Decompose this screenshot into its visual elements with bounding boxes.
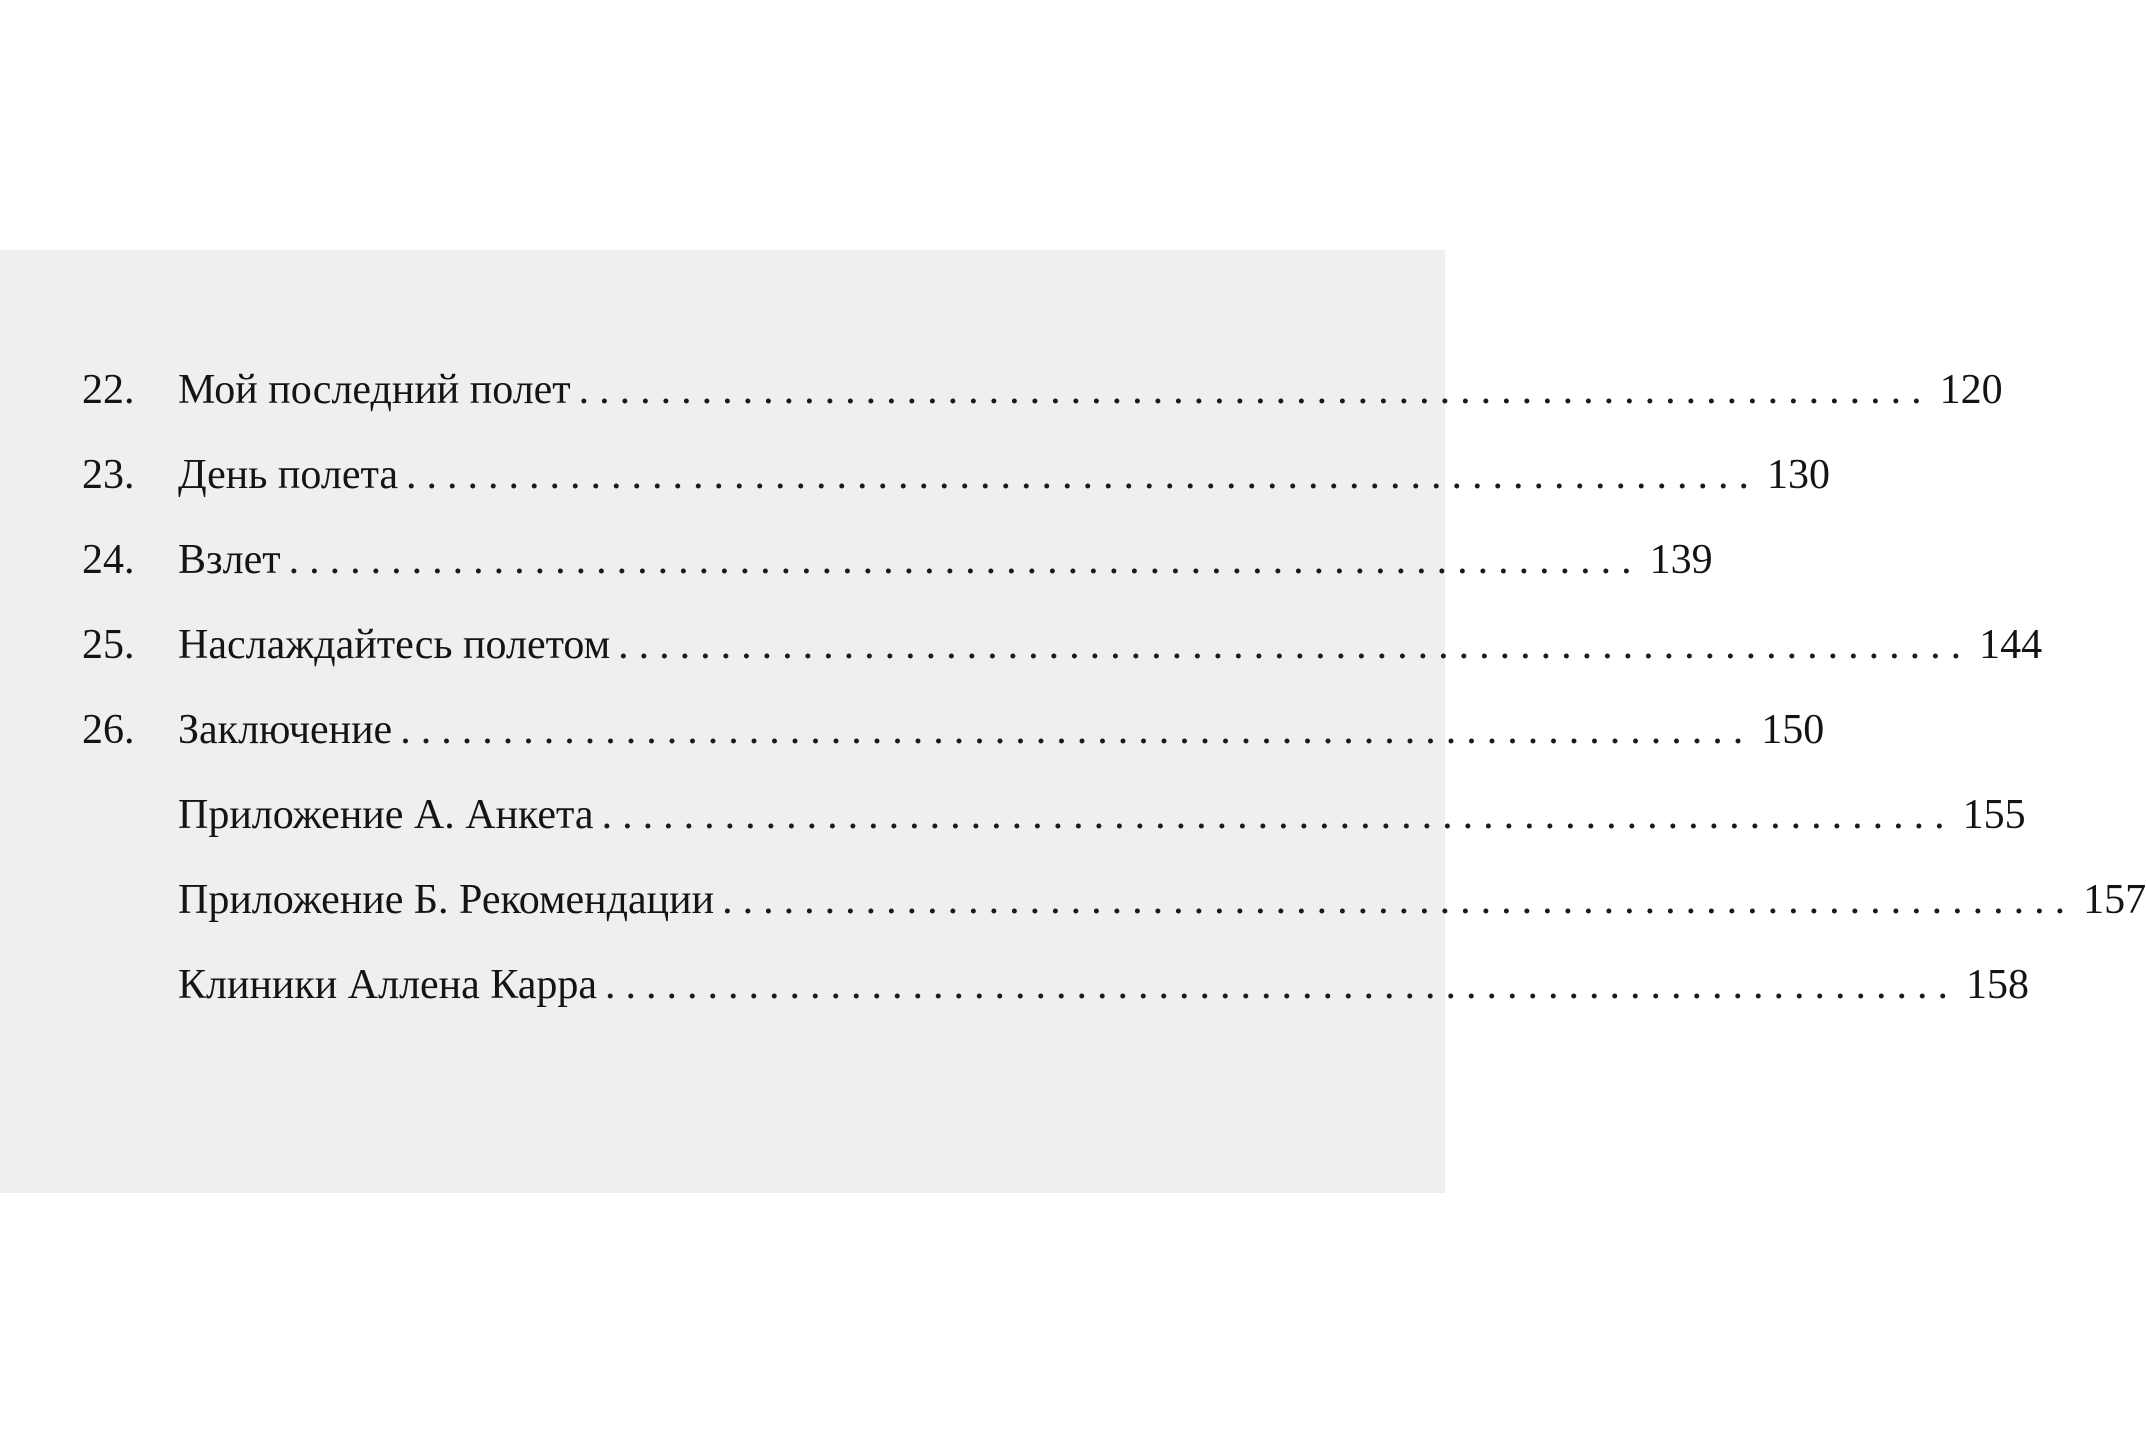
toc-entry — [82, 360, 2003, 420]
dot-leader: .................................................................. — [722, 877, 2076, 923]
toc-entry-title: Взлет — [178, 537, 281, 583]
toc-entry-title: Заключение — [178, 707, 393, 753]
toc-entry-title: Наслаждайтесь полетом — [178, 622, 611, 668]
dot-leader: .................................................................. — [605, 962, 1959, 1008]
toc-entry — [82, 785, 2026, 845]
toc-entry-page: 150 — [1761, 707, 1825, 753]
toc-entry-page: 130 — [1766, 452, 1830, 498]
toc-entry-title: Клиники Аллена Карра — [178, 962, 598, 1008]
toc-entry — [82, 870, 2146, 930]
toc-entry-page: 155 — [1962, 792, 2026, 838]
toc-entry — [82, 700, 1825, 760]
toc-entry-number: 26. — [82, 707, 135, 753]
toc-entry-title: День полета — [178, 452, 398, 498]
toc-entry-page: 139 — [1649, 537, 1713, 583]
toc-entry — [82, 615, 2043, 675]
toc-entry-page: 157 — [2083, 877, 2146, 923]
toc-entry-title: Приложение А. Анкета — [178, 792, 594, 838]
toc-entry-number: 23. — [82, 452, 135, 498]
dot-leader: .................................................................. — [618, 622, 1972, 668]
toc-entry-page: 158 — [1966, 962, 2030, 1008]
toc-entry-number: 24. — [82, 537, 135, 583]
dot-leader: .................................................................. — [288, 537, 1642, 583]
toc-entry — [82, 445, 1830, 505]
dot-leader: .................................................................. — [400, 707, 1754, 753]
table-of-contents — [0, 250, 2146, 1193]
book-page — [0, 250, 2146, 1193]
toc-entry — [82, 530, 1713, 590]
toc-entry-number: 22. — [82, 367, 135, 413]
toc-entry-number: 25. — [82, 622, 135, 668]
dot-leader: .................................................................. — [405, 452, 1759, 498]
dot-leader: .................................................................. — [601, 792, 1955, 838]
toc-entry-title: Приложение Б. Рекомендации — [178, 877, 715, 923]
toc-entry-page: 120 — [1939, 367, 2003, 413]
toc-entry-title: Мой последний полет — [178, 367, 571, 413]
toc-entry-page: 144 — [1979, 622, 2043, 668]
dot-leader: .................................................................. — [578, 367, 1932, 413]
toc-entry — [82, 955, 2030, 1015]
